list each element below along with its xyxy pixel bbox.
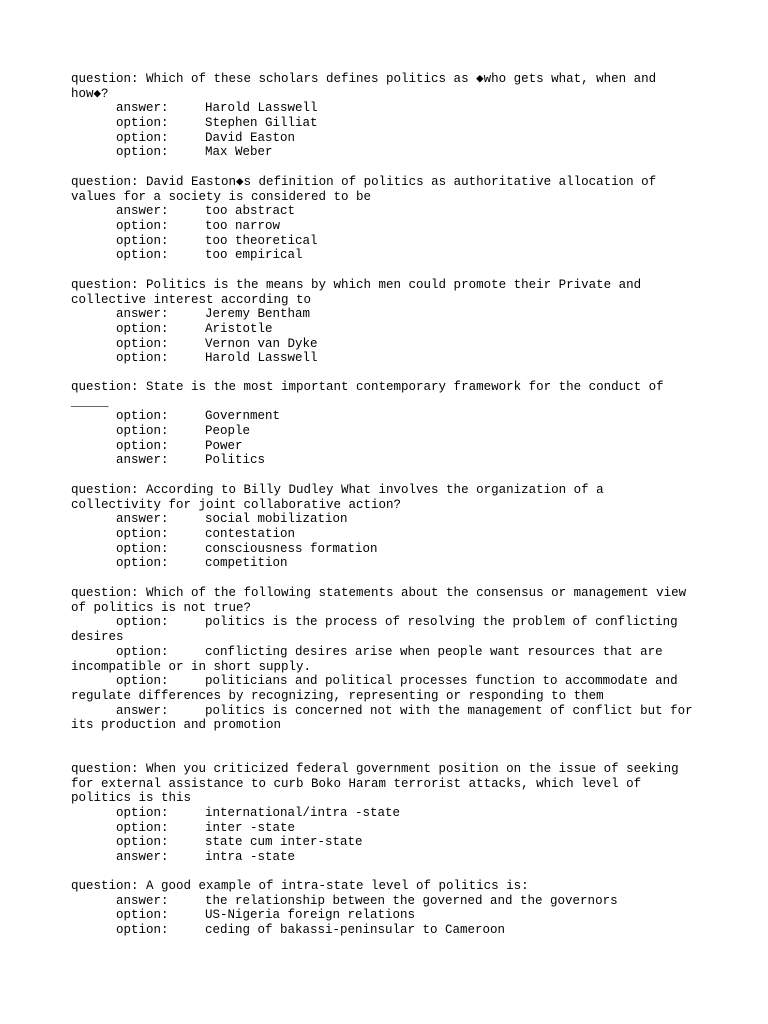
option-text: international/intra -state	[205, 806, 401, 821]
answer-label: answer:	[116, 453, 169, 468]
answer-text: intra -state	[205, 850, 296, 865]
option-text: Government	[205, 409, 281, 424]
answer-row	[71, 850, 701, 865]
question-block-6	[71, 586, 701, 733]
question-block-8	[71, 879, 701, 938]
option-text: Harold Lasswell	[205, 351, 318, 366]
answer-label: answer:	[116, 703, 169, 718]
option-row	[71, 219, 701, 234]
option-label: option:	[116, 145, 169, 160]
option-label: option:	[116, 923, 169, 938]
option-label: option:	[116, 541, 169, 556]
answer-text: social mobilization	[205, 512, 348, 527]
option-text: state cum inter-state	[205, 835, 363, 850]
answer-text: politics is concerned not with the management of conflict but for its production and promotion	[71, 703, 701, 733]
option-text: consciousness formation	[205, 541, 378, 556]
question-text: question: David Easton◆s definition of politics as authoritative allocation of values for a society is considered to be	[71, 175, 664, 204]
option-text: US-Nigeria foreign relations	[205, 908, 416, 923]
option-row	[71, 234, 701, 249]
option-text: too theoretical	[205, 233, 318, 248]
answer-row	[71, 704, 701, 733]
option-label: option:	[116, 322, 169, 337]
option-label: option:	[116, 248, 169, 263]
option-row	[71, 351, 701, 366]
option-text: politicians and political processes function to accommodate and regulate differences by recognizing, representing or responding to them	[71, 674, 686, 703]
option-row	[71, 424, 701, 439]
option-label: option:	[116, 615, 169, 630]
question-text: question: According to Billy Dudley What involves the organization of a collectivity for joint collaborative action?	[71, 483, 612, 512]
question-block-3	[71, 278, 701, 366]
question-block-1	[71, 72, 701, 160]
option-text: too narrow	[205, 219, 281, 234]
option-row	[71, 806, 701, 821]
option-label: option:	[116, 527, 169, 542]
option-row	[71, 248, 701, 263]
option-row	[71, 322, 701, 337]
question-text: question: Which of these scholars defines politics as ◆who gets what, when and how◆?	[71, 72, 664, 101]
option-text: competition	[205, 556, 288, 571]
answer-label: answer:	[116, 850, 169, 865]
option-row	[71, 645, 701, 674]
question-block-4	[71, 380, 701, 468]
option-row	[71, 821, 701, 836]
option-row	[71, 116, 701, 131]
question-text: question: When you criticized federal government position on the issue of seeking for external assistance to curb Boko Haram terrorist attacks, which level of politics is this	[71, 762, 687, 806]
option-text: Max Weber	[205, 145, 273, 160]
option-row	[71, 908, 701, 923]
option-text: contestation	[205, 527, 296, 542]
question-text: question: Politics is the means by which men could promote their Private and collective interest according to	[71, 278, 649, 307]
option-label: option:	[116, 644, 169, 659]
answer-text: the relationship between the governed and the governors	[205, 893, 618, 908]
option-row	[71, 131, 701, 146]
answer-text: too abstract	[205, 204, 296, 219]
option-row	[71, 337, 701, 352]
answer-label: answer:	[116, 893, 169, 908]
option-label: option:	[116, 908, 169, 923]
question-block-7	[71, 762, 701, 865]
answer-text: Politics	[205, 453, 266, 468]
option-row	[71, 923, 701, 938]
option-label: option:	[116, 556, 169, 571]
question-block-2	[71, 175, 701, 263]
option-label: option:	[116, 674, 169, 689]
answer-text: Jeremy Bentham	[205, 307, 311, 322]
question-block-5	[71, 483, 701, 571]
option-text: ceding of bakassi-peninsular to Cameroon	[205, 923, 506, 938]
answer-row	[71, 101, 701, 116]
option-text: inter -state	[205, 820, 296, 835]
option-row	[71, 409, 701, 424]
answer-label: answer:	[116, 307, 169, 322]
option-label: option:	[116, 438, 169, 453]
option-row	[71, 835, 701, 850]
answer-row	[71, 453, 701, 468]
option-label: option:	[116, 424, 169, 439]
option-row	[71, 542, 701, 557]
option-label: option:	[116, 130, 169, 145]
option-row	[71, 439, 701, 454]
option-text: politics is the process of resolving the problem of conflicting desires	[71, 615, 686, 645]
option-row	[71, 615, 701, 644]
answer-row	[71, 512, 701, 527]
option-text: conflicting desires arise when people want resources that are incompatible or in short supply.	[71, 644, 671, 674]
question-text: question: Which of the following statements about the consensus or management view of politics is not true?	[71, 586, 694, 615]
option-label: option:	[116, 233, 169, 248]
question-text: question: State is the most important contemporary framework for the conduct of _____	[71, 380, 672, 409]
option-label: option:	[116, 806, 169, 821]
option-text: David Easton	[205, 130, 296, 145]
answer-row	[71, 894, 701, 909]
option-text: too empirical	[205, 248, 303, 263]
option-row	[71, 556, 701, 571]
answer-label: answer:	[116, 101, 169, 116]
answer-label: answer:	[116, 204, 169, 219]
option-text: People	[205, 424, 251, 439]
answer-text: Harold Lasswell	[205, 101, 318, 116]
option-text: Aristotle	[205, 322, 273, 337]
option-label: option:	[116, 835, 169, 850]
option-text: Vernon van Dyke	[205, 336, 318, 351]
option-label: option:	[116, 219, 169, 234]
option-row	[71, 527, 701, 542]
option-row	[71, 145, 701, 160]
option-label: option:	[116, 336, 169, 351]
option-row	[71, 674, 701, 703]
option-label: option:	[116, 820, 169, 835]
option-label: option:	[116, 409, 169, 424]
answer-label: answer:	[116, 512, 169, 527]
answer-row	[71, 204, 701, 219]
option-label: option:	[116, 116, 169, 131]
option-label: option:	[116, 351, 169, 366]
answer-row	[71, 307, 701, 322]
option-text: Power	[205, 438, 243, 453]
option-text: Stephen Gilliat	[205, 116, 318, 131]
question-text: question: A good example of intra-state level of politics is:	[71, 879, 529, 893]
